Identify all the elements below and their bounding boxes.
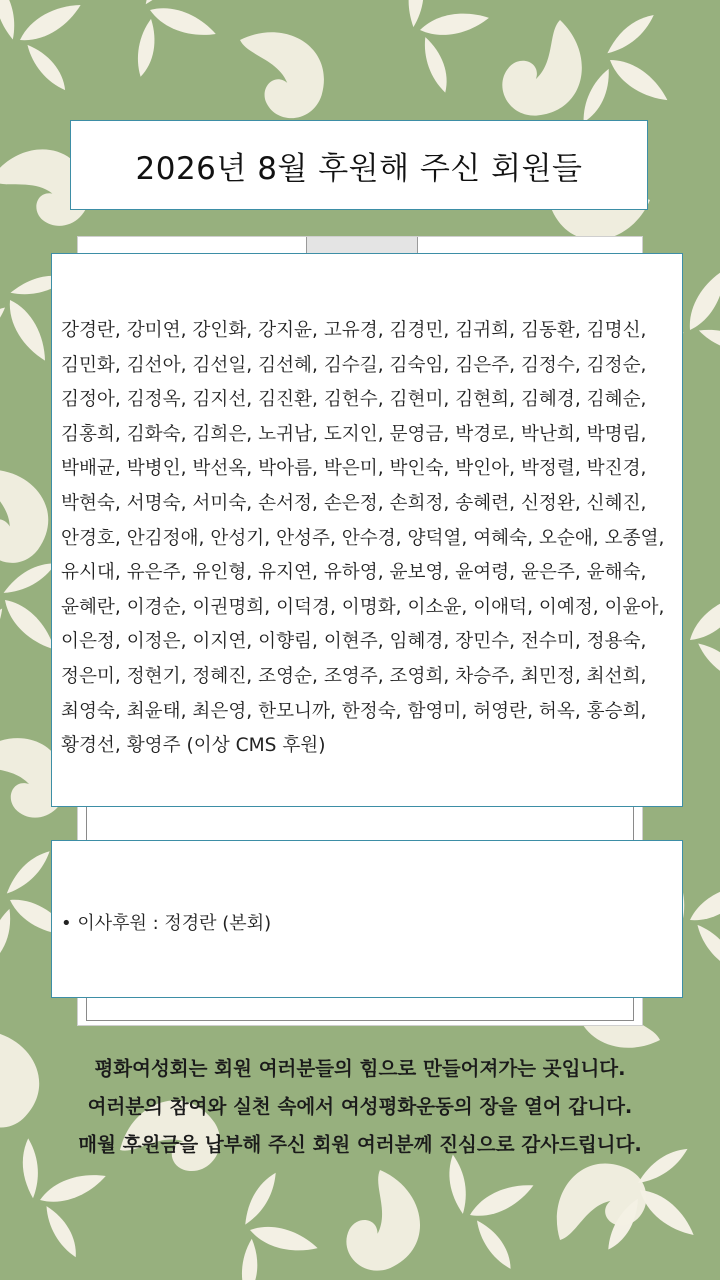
thanks-message — [0, 1050, 720, 1164]
thanks-line-1: 평화여성회는 회원 여러분들의 힘으로 만들어져가는 곳입니다. — [94, 1057, 626, 1080]
page-title: 2026년 8월 후원해 주신 회원들 — [135, 150, 583, 187]
members-list: 강경란, 강미연, 강인화, 강지윤, 고유경, 김경민, 김귀희, 김동환, 김명신, 김민화, 김선아, 김선일, 김선혜, 김수길, 김숙임, 김은주, 김정수, 김정순, 김정아, 김정옥, 김지선, 김진환, 김헌수, 김현미, 김현희, 김혜경, 김혜순, 김홍희, 김화숙, 김희은, 노귀남, 도지인, 문영금, 박경로, 박난희, 박명림, 박배균, 박병인, 박선옥, 박아름, 박은미, 박인숙, 박인아, 박정렬, 박진경, 박현숙, 서명숙, 서미숙, 손서정, 손은정, 손희정, 송혜련, 신정완, 신혜진, 안경호, 안김정애, 안성기, 안성주, 안수경, 양덕열, 여혜숙, 오순애, 오종열, 유시대, 유은주, 유인형, 유지연, 유하영, 윤보영, 윤여령, 윤은주, 윤해숙, 윤혜란, 이경순, 이권명희, 이덕경, 이명화, 이소윤, 이애덕, 이예정, 이윤아, 이은정, 이정은, 이지연, 이향림, 이현주, 임혜경, 장민수, 전수미, 정용숙, 정은미, 정현기, 정혜진, 조영순, 조영주, 조영희, 차승주, 최민정, 최선희, 최영숙, 최윤태, 최은영, 한모니까, 한정숙, 함영미, 허영란, 허옥, 홍승희, 황경선, 황영주 (이상 CMS 후원) — [61, 320, 665, 757]
members-box — [51, 253, 683, 807]
thanks-line-3: 매월 후원금을 납부해 주신 회원 여러분께 진심으로 감사드립니다. — [78, 1133, 642, 1156]
thanks-line-2: 여러분의 참여와 실천 속에서 여성평화운동의 장을 열어 갑니다. — [87, 1095, 633, 1118]
director-box — [51, 840, 683, 998]
title-box — [70, 120, 648, 210]
director-sponsor: • 이사후원 : 정경란 (본회) — [61, 913, 272, 934]
